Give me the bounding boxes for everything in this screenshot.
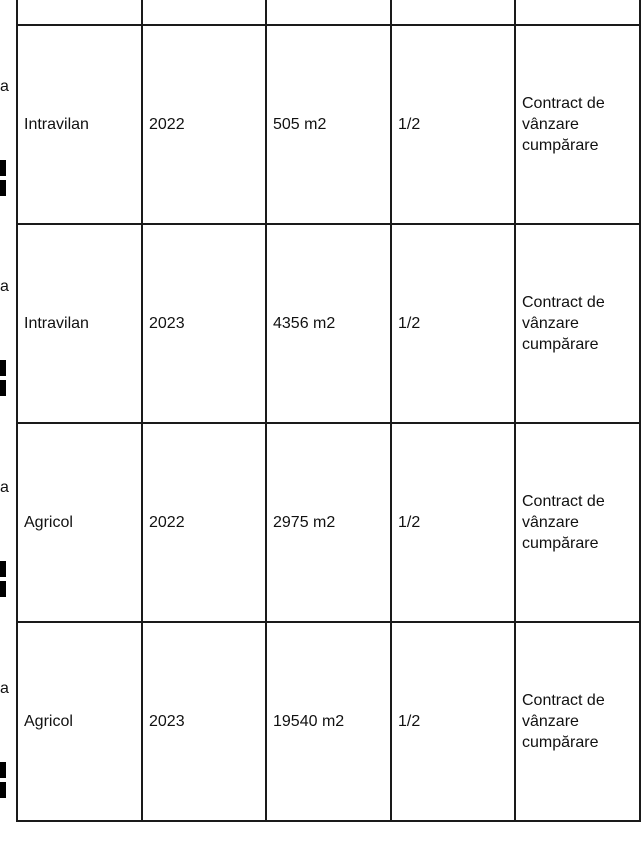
category-cell: Agricol: [17, 622, 142, 821]
mode-line: Contract de: [522, 493, 605, 510]
category-cell: Agricol: [17, 423, 142, 622]
acquisition-mode-cell: [515, 622, 640, 821]
table-row: [17, 622, 640, 821]
left-fragment-letter: a: [0, 278, 9, 295]
left-fragment-letter: a: [0, 680, 9, 697]
table-row: [17, 224, 640, 423]
mode-line: cumpărare: [522, 336, 599, 353]
left-fragment-mark: [0, 360, 6, 376]
land-records-table: [16, 0, 641, 822]
mode-line: vânzare: [522, 713, 579, 730]
acquisition-mode-cell: [515, 224, 640, 423]
table-cell: [266, 0, 391, 25]
share-cell: 1/2: [391, 25, 515, 224]
left-fragment-mark: [0, 762, 6, 778]
category-cell: Intravilan: [17, 224, 142, 423]
share-cell: 1/2: [391, 224, 515, 423]
mode-line: Contract de: [522, 95, 605, 112]
table-cell: [515, 0, 640, 25]
left-column-fragment: [0, 626, 8, 826]
area-cell: 19540 m2: [266, 622, 391, 821]
year-cell: 2023: [142, 224, 266, 423]
acquisition-mode-cell: [515, 423, 640, 622]
year-cell: 2022: [142, 25, 266, 224]
left-fragment-mark: [0, 581, 6, 597]
table-cell: [391, 0, 515, 25]
area-cell: 4356 m2: [266, 224, 391, 423]
category-cell: Intravilan: [17, 25, 142, 224]
left-fragment-letter: a: [0, 479, 9, 496]
left-fragment-mark: [0, 561, 6, 577]
table-cell: [17, 0, 142, 25]
left-column-fragment: [0, 224, 8, 424]
left-fragment-mark: [0, 180, 6, 196]
acquisition-mode-cell: [515, 25, 640, 224]
left-fragment-mark: [0, 782, 6, 798]
mode-line: Contract de: [522, 692, 605, 709]
share-cell: 1/2: [391, 622, 515, 821]
mode-line: vânzare: [522, 315, 579, 332]
table-row: [17, 25, 640, 224]
year-cell: 2023: [142, 622, 266, 821]
area-cell: 2975 m2: [266, 423, 391, 622]
table-row: [17, 423, 640, 622]
table-row-cropped: [17, 0, 640, 25]
mode-line: cumpărare: [522, 734, 599, 751]
mode-line: cumpărare: [522, 535, 599, 552]
mode-line: vânzare: [522, 116, 579, 133]
year-cell: 2022: [142, 423, 266, 622]
left-fragment-mark: [0, 160, 6, 176]
area-cell: 505 m2: [266, 25, 391, 224]
left-fragment-letter: a: [0, 78, 9, 95]
left-column-fragment: [0, 24, 8, 224]
mode-line: cumpărare: [522, 137, 599, 154]
share-cell: 1/2: [391, 423, 515, 622]
mode-line: vânzare: [522, 514, 579, 531]
mode-line: Contract de: [522, 294, 605, 311]
table-cell: [142, 0, 266, 25]
left-fragment-mark: [0, 380, 6, 396]
left-column-fragment: [0, 425, 8, 625]
